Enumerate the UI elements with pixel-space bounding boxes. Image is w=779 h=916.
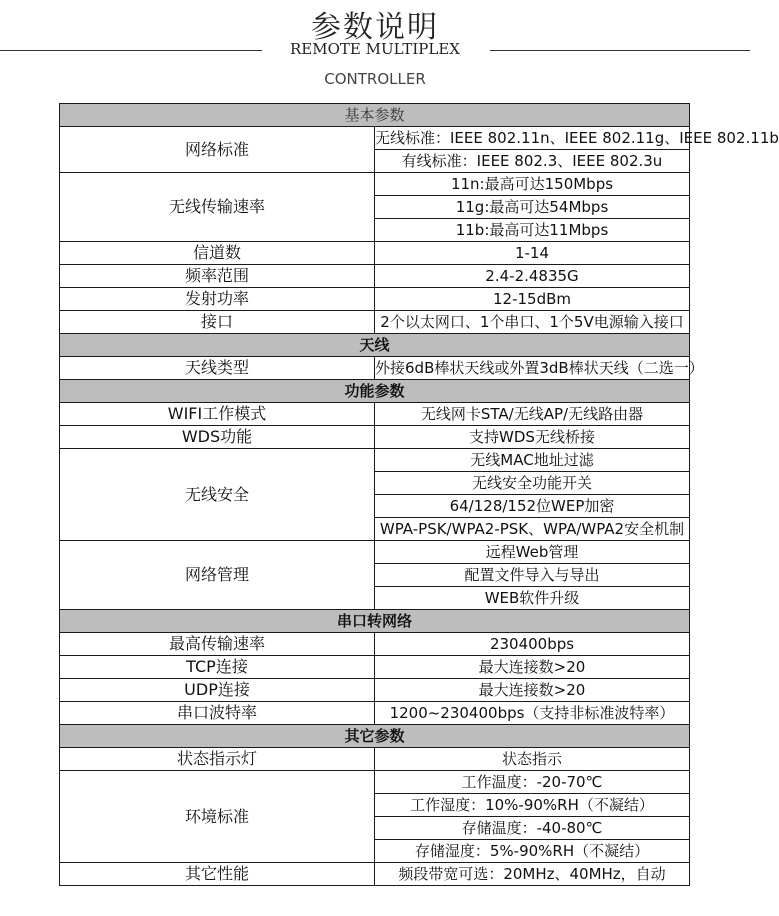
row-value: 无线MAC地址过滤 [375, 449, 690, 472]
table-row [60, 127, 690, 150]
row-value: 2.4-2.4835G [375, 265, 690, 288]
row-value: 12-15dBm [375, 288, 690, 311]
row-label-channels: 信道数 [60, 242, 375, 265]
row-value: 无线标准：IEEE 802.11n、IEEE 802.11g、IEEE 802.11b [375, 127, 690, 150]
table-row [60, 426, 690, 449]
row-value: 有线标准：IEEE 802.3、IEEE 802.3u [375, 150, 690, 173]
table-row [60, 748, 690, 771]
table-row [60, 633, 690, 656]
row-label-environment: 环境标准 [60, 771, 375, 863]
row-label-wireless-rate: 无线传输速率 [60, 173, 375, 242]
row-value: 11b:最高可达11Mbps [375, 219, 690, 242]
page-subtitle-2: CONTROLLER [324, 70, 426, 88]
row-value: 11g:最高可达54Mbps [375, 196, 690, 219]
row-value: 无线安全功能开关 [375, 472, 690, 495]
page-title: 参数说明 [311, 10, 439, 45]
row-value: 外接6dB棒状天线或外置3dB棒状天线（二选一） [375, 357, 690, 380]
row-label-antenna-type: 天线类型 [60, 357, 375, 380]
row-value: WPA-PSK/WPA2-PSK、WPA/WPA2安全机制 [375, 518, 690, 541]
table-row [60, 173, 690, 196]
row-value: 最大连接数>20 [375, 656, 690, 679]
section-header-antenna: 天线 [60, 334, 690, 357]
row-value: 存储湿度：5%-90%RH（不凝结） [375, 840, 690, 863]
row-label-tx-power: 发射功率 [60, 288, 375, 311]
table-row [60, 863, 690, 886]
section-row-function [60, 380, 690, 403]
row-label-network-standard: 网络标准 [60, 127, 375, 173]
row-value: 1200~230400bps（支持非标准波特率） [375, 702, 690, 725]
table-row [60, 541, 690, 564]
row-label-network-management: 网络管理 [60, 541, 375, 610]
spec-table [59, 103, 779, 886]
row-label-udp: UDP连接 [60, 679, 375, 702]
row-label-baud: 串口波特率 [60, 702, 375, 725]
table-row [60, 771, 690, 794]
section-header-serial: 串口转网络 [60, 610, 690, 633]
row-label-other-performance: 其它性能 [60, 863, 375, 886]
row-label-status-led: 状态指示灯 [60, 748, 375, 771]
table-row [60, 311, 690, 334]
row-label-wifi-mode: WIFI工作模式 [60, 403, 375, 426]
row-label-wds: WDS功能 [60, 426, 375, 449]
table-row [60, 242, 690, 265]
row-value: 230400bps [375, 633, 690, 656]
row-value: 支持WDS无线桥接 [375, 426, 690, 449]
row-value: 工作湿度：10%-90%RH（不凝结） [375, 794, 690, 817]
row-value: 工作温度：-20-70℃ [375, 771, 690, 794]
row-value: 64/128/152位WEP加密 [375, 495, 690, 518]
section-row-other [60, 725, 690, 748]
table-row [60, 403, 690, 426]
row-value: WEB软件升级 [375, 587, 690, 610]
row-value: 最大连接数>20 [375, 679, 690, 702]
table-row [60, 357, 690, 380]
section-header-other: 其它参数 [60, 725, 690, 748]
page-subtitle: REMOTE MULTIPLEX [290, 40, 460, 58]
row-value: 2个以太网口、1个串口、1个5V电源输入接口 [375, 311, 690, 334]
section-row-basic [60, 104, 690, 127]
row-value: 配置文件导入与导出 [375, 564, 690, 587]
row-value: 无线网卡STA/无线AP/无线路由器 [375, 403, 690, 426]
table-row [60, 449, 690, 472]
table-row [60, 288, 690, 311]
row-label-tcp: TCP连接 [60, 656, 375, 679]
row-value: 11n:最高可达150Mbps [375, 173, 690, 196]
section-row-antenna [60, 334, 690, 357]
row-value: 1-14 [375, 242, 690, 265]
section-header-basic: 基本参数 [60, 104, 690, 127]
section-row-serial [60, 610, 690, 633]
row-label-frequency: 频率范围 [60, 265, 375, 288]
divider-right [490, 50, 750, 51]
row-value: 远程Web管理 [375, 541, 690, 564]
row-label-interface: 接口 [60, 311, 375, 334]
section-header-function: 功能参数 [60, 380, 690, 403]
table-row [60, 265, 690, 288]
table-row [60, 702, 690, 725]
row-value: 状态指示 [375, 748, 690, 771]
row-value: 频段带宽可选：20MHz、40MHz，自动 [375, 863, 690, 886]
table-row [60, 679, 690, 702]
row-label-max-rate: 最高传输速率 [60, 633, 375, 656]
row-value: 存储温度：-40-80℃ [375, 817, 690, 840]
table-row [60, 656, 690, 679]
row-label-wireless-security: 无线安全 [60, 449, 375, 541]
